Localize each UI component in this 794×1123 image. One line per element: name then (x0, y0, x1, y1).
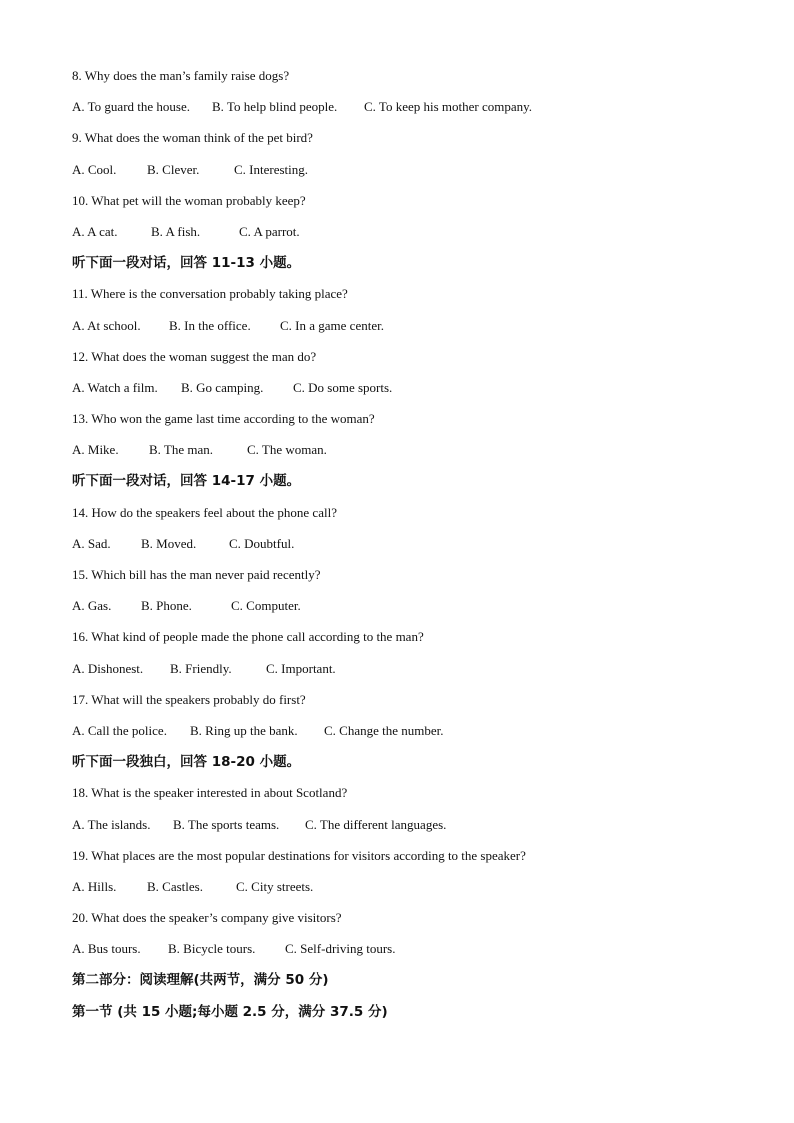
option-c: C. Computer. (231, 598, 301, 614)
option-b: B. Phone. (141, 598, 192, 614)
options-row (72, 316, 752, 347)
question-text: 10. What pet will the woman probably keep? (72, 192, 306, 208)
option-a: A. Gas. (72, 598, 112, 614)
section-heading: 第一节 (共 15 小题;每小题 2.5 分，满分 37.5 分) (72, 1003, 388, 1020)
question-text: 20. What does the speaker’s company give visitors? (72, 910, 342, 926)
option-c: C. Self-driving tours. (285, 941, 396, 957)
option-c: C. The different languages. (305, 816, 447, 832)
options-row (72, 534, 752, 565)
option-c: C. Important. (266, 660, 336, 676)
question-text: 11. Where is the conversation probably taking place? (72, 286, 348, 302)
question-text: 13. Who won the game last time according to the woman? (72, 411, 375, 427)
part-heading: 第二部分：阅读理解(共两节，满分 50 分) (72, 972, 329, 989)
option-c: C. Do some sports. (293, 379, 393, 395)
options-row (72, 378, 752, 409)
options-row (72, 160, 752, 191)
option-a: A. Dishonest. (72, 660, 144, 676)
option-b: B. Ring up the bank. (190, 722, 298, 738)
option-b: B. Bicycle tours. (168, 941, 256, 957)
option-b: B. Go camping. (181, 379, 264, 395)
option-b: B. Castles. (147, 878, 203, 894)
options-row (72, 440, 752, 471)
option-b: B. A fish. (151, 223, 201, 239)
option-a: A. Mike. (72, 442, 119, 458)
option-c: C. The woman. (247, 442, 327, 458)
option-a: A. Bus tours. (72, 941, 141, 957)
options-row (72, 939, 752, 970)
options-row (72, 596, 752, 627)
question-text: 18. What is the speaker interested in about Scotland? (72, 785, 348, 801)
question-text: 15. Which bill has the man never paid recently? (72, 567, 321, 582)
options-row (72, 222, 752, 253)
option-a: A. At school. (72, 317, 141, 333)
options-row (72, 877, 752, 908)
option-c: C. In a game center. (280, 317, 384, 333)
option-c: C. City streets. (236, 878, 314, 894)
section-heading: 听下面一段对话，回答 14-17 小题。 (72, 473, 301, 490)
option-b: B. In the office. (169, 317, 251, 333)
exam-page (72, 66, 752, 1033)
option-c: C. Interesting. (234, 161, 309, 177)
option-a: A. Watch a film. (72, 379, 158, 395)
question-text: 14. How do the speakers feel about the phone call? (72, 504, 337, 520)
question-text: 9. What does the woman think of the pet bird? (72, 130, 313, 146)
options-row (72, 659, 752, 690)
option-c: C. Change the number. (324, 722, 444, 738)
option-a: A. Sad. (72, 535, 111, 551)
options-row (72, 97, 752, 128)
question-text: 16. What kind of people made the phone call according to the man? (72, 629, 424, 645)
option-a: A. Cool. (72, 161, 117, 177)
option-a: A. A cat. (72, 223, 118, 239)
section-heading: 听下面一段对话，回答 11-13 小题。 (72, 255, 301, 272)
question-text: 8. Why does the man’s family raise dogs? (72, 68, 290, 83)
option-b: B. Friendly. (170, 660, 232, 676)
options-row (72, 815, 752, 846)
option-a: A. Hills. (72, 878, 117, 894)
option-b: B. To help blind people. (212, 99, 338, 115)
option-b: B. The man. (149, 442, 214, 458)
option-c: C. A parrot. (239, 223, 300, 239)
option-a: A. To guard the house. (72, 99, 190, 115)
option-b: B. The sports teams. (173, 816, 280, 832)
option-a: A. Call the police. (72, 722, 167, 738)
option-a: A. The islands. (72, 816, 151, 832)
question-text: 12. What does the woman suggest the man do? (72, 348, 317, 364)
options-row (72, 721, 752, 752)
question-text: 19. What places are the most popular destinations for visitors according to the speaker? (72, 847, 526, 863)
option-b: B. Clever. (147, 161, 200, 177)
option-c: C. Doubtful. (229, 535, 295, 551)
option-c: C. To keep his mother company. (364, 99, 533, 115)
question-text: 17. What will the speakers probably do first? (72, 691, 306, 707)
section-heading: 听下面一段独白，回答 18-20 小题。 (72, 754, 301, 771)
option-b: B. Moved. (141, 535, 197, 551)
